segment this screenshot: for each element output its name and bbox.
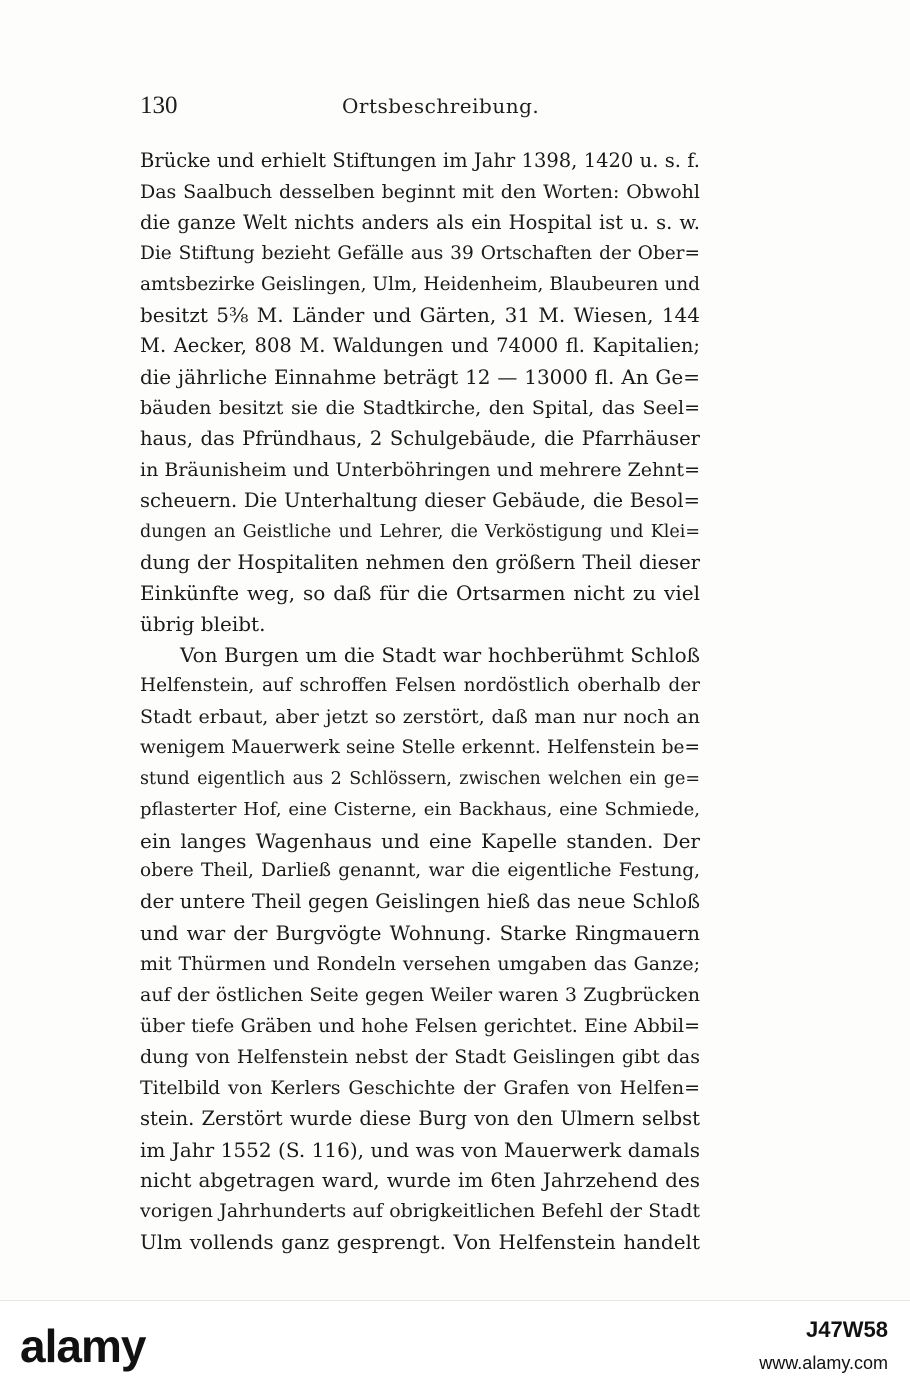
text-line: dung der Hospitaliten nehmen den größern Theil dieser	[140, 550, 700, 574]
text-line: die ganze Welt nichts anders als ein Hospital ist u. s. w.	[140, 210, 700, 234]
text-line: in Bräunisheim und Unterböhringen und mehrere Zehnt=	[140, 458, 700, 481]
page-number: 130	[140, 92, 178, 119]
text-line: bäuden besitzt sie die Stadtkirche, den Spital, das Seel=	[140, 397, 700, 420]
text-line: dungen an Geistliche und Lehrer, die Verköstigung und Klei=	[140, 521, 700, 542]
paragraph	[140, 640, 700, 1258]
text-line: obere Theil, Darließ genannt, war die eigentliche Festung,	[140, 860, 700, 882]
running-head: Ortsbeschreibung.	[342, 94, 540, 118]
text-line: Titelbild von Kerlers Geschichte der Grafen von Helfen=	[140, 1076, 700, 1099]
text-line: auf der östlichen Seite gegen Weiler waren 3 Zugbrücken	[140, 984, 700, 1007]
text-line: dung von Helfenstein nebst der Stadt Geislingen gibt das	[140, 1045, 700, 1068]
text-line: Die Stiftung bezieht Gefälle aus 39 Ortschaften der Ober=	[140, 242, 700, 264]
text-line: Brücke und erhielt Stiftungen im Jahr 1398, 1420 u. s. f.	[140, 149, 700, 172]
text-line: scheuern. Die Unterhaltung dieser Gebäude, die Besol=	[140, 488, 700, 512]
text-line: übrig bleibt.	[140, 612, 266, 637]
text-line: Stadt erbaut, aber jetzt so zerstört, daß man nur noch an	[140, 706, 700, 729]
text-line: Von Burgen um die Stadt war hochberühmt Schloß	[180, 643, 700, 668]
text-line: und war der Burgvögte Wohnung. Starke Ringmauern	[140, 921, 700, 946]
text-line: im Jahr 1552 (S. 116), und was von Mauerwerk damals	[140, 1137, 700, 1162]
text-line: über tiefe Gräben und hohe Felsen gerichtet. Eine Abbil=	[140, 1014, 700, 1037]
text-line: wenigem Mauerwerk seine Stelle erkennt. Helfenstein be=	[140, 736, 700, 758]
paragraph	[140, 146, 700, 640]
text-line: ein langes Wagenhaus und eine Kapelle standen. Der	[140, 828, 700, 853]
text-line: pflasterter Hof, eine Cisterne, ein Backhaus, eine Schmiede,	[140, 798, 700, 820]
stock-photo-banner	[0, 1300, 910, 1391]
text-line: die jährliche Einnahme beträgt 12 — 13000 fl. An Ge=	[140, 365, 700, 390]
text-line: Das Saalbuch desselben beginnt mit den Worten: Obwohl	[140, 180, 700, 203]
text-line: der untere Theil gegen Geislingen hieß das neue Schloß	[140, 890, 700, 914]
image-id-label: J47W58	[806, 1317, 888, 1342]
site-url-label: www.alamy.com	[759, 1353, 888, 1373]
text-line: mit Thürmen und Rondeln versehen umgaben das Ganze;	[140, 953, 700, 976]
alamy-logo: alamy	[20, 1320, 146, 1372]
text-line: stund eigentlich aus 2 Schlössern, zwischen welchen ein ge=	[140, 768, 700, 789]
text-line: Einkünfte weg, so daß für die Ortsarmen nicht zu viel	[140, 581, 700, 606]
text-line: Helfenstein, auf schroffen Felsen nordöstlich oberhalb der	[140, 675, 700, 697]
text-line: stein. Zerstört wurde diese Burg von den Ulmern selbst	[140, 1106, 700, 1130]
page-header	[140, 88, 700, 128]
text-line: M. Aecker, 808 M. Waldungen und 74000 fl. Kapitalien;	[140, 334, 700, 358]
text-line: vorigen Jahrhunderts auf obrigkeitlichen Befehl der Stadt	[140, 1200, 700, 1223]
text-line: Ulm vollends ganz gesprengt. Von Helfenstein handelt	[140, 1230, 700, 1255]
text-line: amtsbezirke Geislingen, Ulm, Heidenheim, Blaubeuren und	[140, 273, 700, 295]
body-text	[140, 146, 700, 1258]
text-line: besitzt 5⅜ M. Länder und Gärten, 31 M. Wiesen, 144	[140, 303, 700, 328]
text-line: haus, das Pfründhaus, 2 Schulgebäude, die Pfarrhäuser	[140, 427, 700, 451]
text-line: nicht abgetragen ward, wurde im 6ten Jahrzehend des	[140, 1168, 700, 1193]
